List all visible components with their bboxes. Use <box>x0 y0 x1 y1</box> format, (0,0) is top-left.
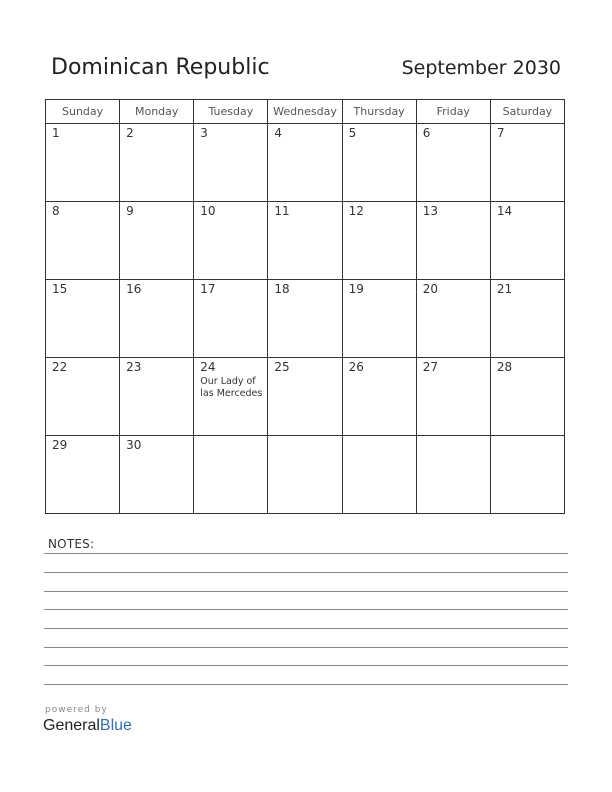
week-row <box>46 124 565 202</box>
calendar-grid <box>45 99 565 514</box>
day-number <box>491 436 564 438</box>
day-cell <box>268 280 342 358</box>
week-row <box>46 358 565 436</box>
day-number: 10 <box>200 204 216 218</box>
day-number: 16 <box>126 282 142 296</box>
day-number: 25 <box>274 360 290 374</box>
notes-line <box>44 572 568 573</box>
day-number: 20 <box>422 282 438 296</box>
day-cell <box>46 436 120 514</box>
day-cell <box>120 202 194 280</box>
day-cell <box>268 124 342 202</box>
weekday-saturday: Saturday <box>490 100 564 124</box>
day-cell <box>416 124 490 202</box>
day-cell <box>120 124 194 202</box>
day-cell <box>120 280 194 358</box>
day-number: 4 <box>274 126 283 140</box>
day-number: 29 <box>52 438 68 452</box>
notes-line <box>44 665 568 666</box>
logo-general-text: General <box>43 717 100 734</box>
day-number: 7 <box>496 126 505 140</box>
day-number <box>343 436 416 438</box>
day-cell <box>268 436 342 514</box>
day-number: 2 <box>126 126 134 140</box>
day-number: 13 <box>422 204 438 218</box>
day-cell <box>194 280 268 358</box>
notes-line <box>44 628 568 629</box>
weekday-header-row <box>46 100 565 124</box>
day-cell <box>268 202 342 280</box>
day-number: 5 <box>348 126 357 140</box>
notes-line <box>44 553 568 554</box>
day-cell <box>194 202 268 280</box>
weekday-wednesday: Wednesday <box>268 100 342 124</box>
day-number: 23 <box>126 360 142 374</box>
day-number: 17 <box>200 282 216 296</box>
day-cell <box>268 358 342 436</box>
day-number: 19 <box>348 282 364 296</box>
day-number: 26 <box>348 360 364 374</box>
day-cell <box>490 202 564 280</box>
day-cell <box>416 280 490 358</box>
day-cell <box>46 358 120 436</box>
day-number: 6 <box>422 126 431 140</box>
day-cell <box>46 124 120 202</box>
day-number: 22 <box>52 360 68 374</box>
weekday-sunday: Sunday <box>46 100 120 124</box>
day-number: 24 <box>200 360 216 374</box>
notes-line <box>44 684 568 685</box>
calendar-body <box>46 124 565 514</box>
day-number: 30 <box>126 438 142 452</box>
generalblue-logo[interactable] <box>43 717 132 735</box>
day-number: 15 <box>52 282 68 296</box>
day-cell <box>490 436 564 514</box>
day-number: 21 <box>496 282 513 296</box>
day-number: 11 <box>274 204 290 218</box>
day-cell <box>46 280 120 358</box>
day-number <box>417 436 490 438</box>
day-cell <box>120 358 194 436</box>
day-cell <box>416 436 490 514</box>
month-year-title: September 2030 <box>401 57 561 79</box>
day-number: 28 <box>496 360 513 374</box>
day-cell <box>416 202 490 280</box>
notes-line <box>44 609 568 610</box>
day-cell <box>342 202 416 280</box>
day-cell <box>490 124 564 202</box>
day-number: 9 <box>126 204 134 218</box>
powered-by-text: powered by <box>45 705 108 715</box>
day-number: 12 <box>348 204 364 218</box>
holiday-label: Our Lady of las Mercedes <box>200 376 263 399</box>
day-cell <box>120 436 194 514</box>
week-row <box>46 436 565 514</box>
notes-line <box>44 591 568 592</box>
day-number: 14 <box>496 204 513 218</box>
day-cell <box>342 436 416 514</box>
day-cell <box>342 358 416 436</box>
country-title: Dominican Republic <box>51 55 270 80</box>
day-number: 1 <box>52 126 60 140</box>
day-cell <box>194 124 268 202</box>
weekday-monday: Monday <box>120 100 194 124</box>
weekday-thursday: Thursday <box>342 100 416 124</box>
logo-blue-text: Blue <box>99 717 132 734</box>
week-row <box>46 280 565 358</box>
day-cell <box>342 124 416 202</box>
day-number <box>268 436 341 438</box>
day-number: 27 <box>422 360 438 374</box>
day-number <box>194 436 267 438</box>
week-row <box>46 202 565 280</box>
day-cell <box>342 280 416 358</box>
day-cell <box>46 202 120 280</box>
day-number: 3 <box>200 126 208 140</box>
day-cell <box>490 358 564 436</box>
day-cell <box>194 358 268 436</box>
weekday-tuesday: Tuesday <box>194 100 268 124</box>
day-cell <box>194 436 268 514</box>
notes-label: NOTES: <box>48 537 95 551</box>
day-cell <box>490 280 564 358</box>
notes-line <box>44 647 568 648</box>
day-number: 8 <box>52 204 60 218</box>
day-cell <box>416 358 490 436</box>
day-number: 18 <box>274 282 290 296</box>
weekday-friday: Friday <box>416 100 490 124</box>
